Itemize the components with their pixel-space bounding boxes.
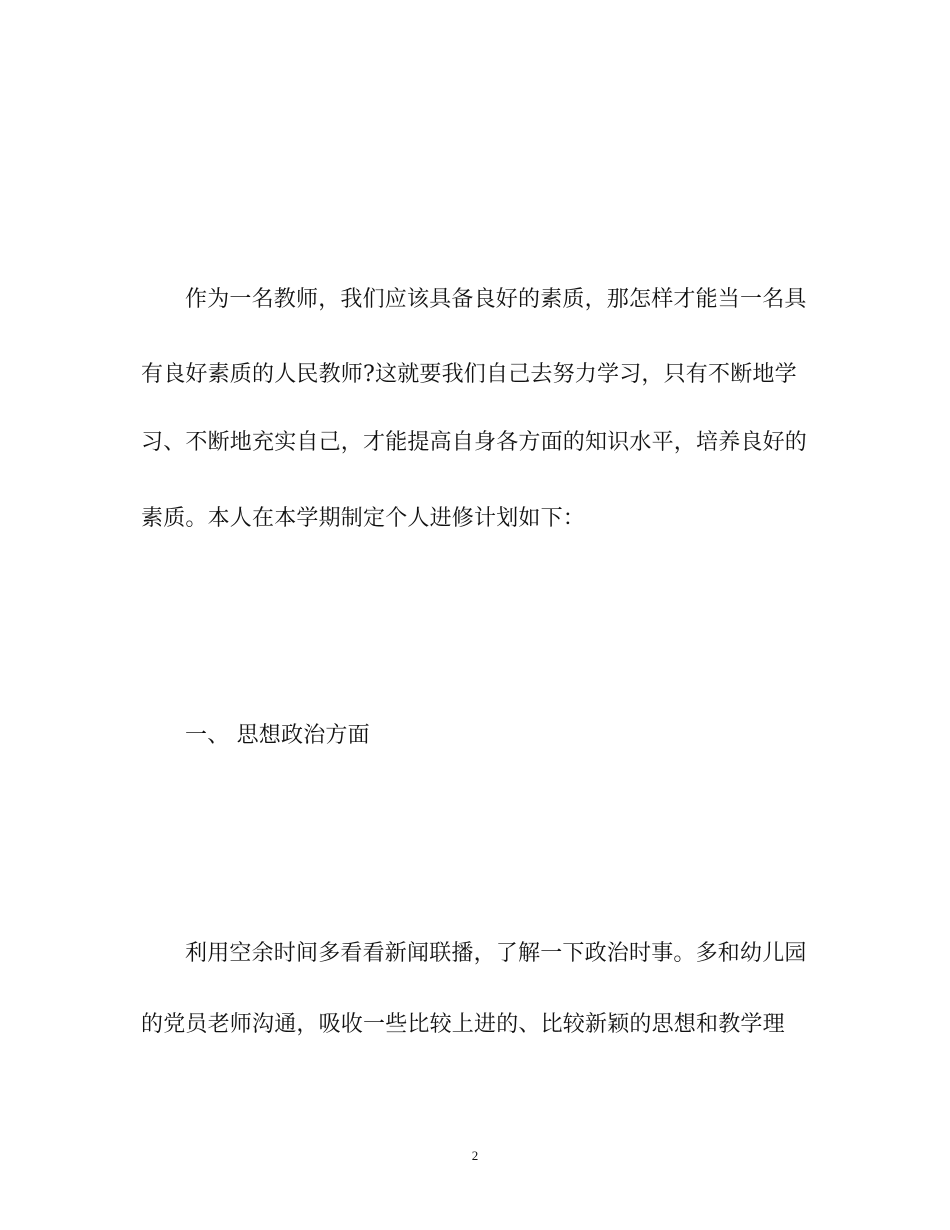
intro-paragraph-line-1: 作为一名教师，我们应该具备良好的素质，那怎样才能当一名具 [185,287,807,312]
intro-paragraph-line-4: 素质。本人在本学期制定个人进修计划如下： [141,506,586,531]
page-number: 2 [471,1148,479,1163]
politics-paragraph-line-2: 的党员老师沟通，吸收一些比较上进的、比较新颖的思想和教学理 [141,1012,785,1037]
intro-paragraph-line-3: 习、不断地充实自己，才能提高自身各方面的知识水平，培养良好的 [141,430,808,455]
politics-paragraph-line-1: 利用空余时间多看看新闻联播，了解一下政治时事。多和幼儿园 [185,941,807,966]
intro-paragraph-line-2: 有良好素质的人民教师?这就要我们自己去努力学习，只有不断地学 [141,362,797,387]
section-heading: 一、 思想政治方面 [185,723,370,748]
